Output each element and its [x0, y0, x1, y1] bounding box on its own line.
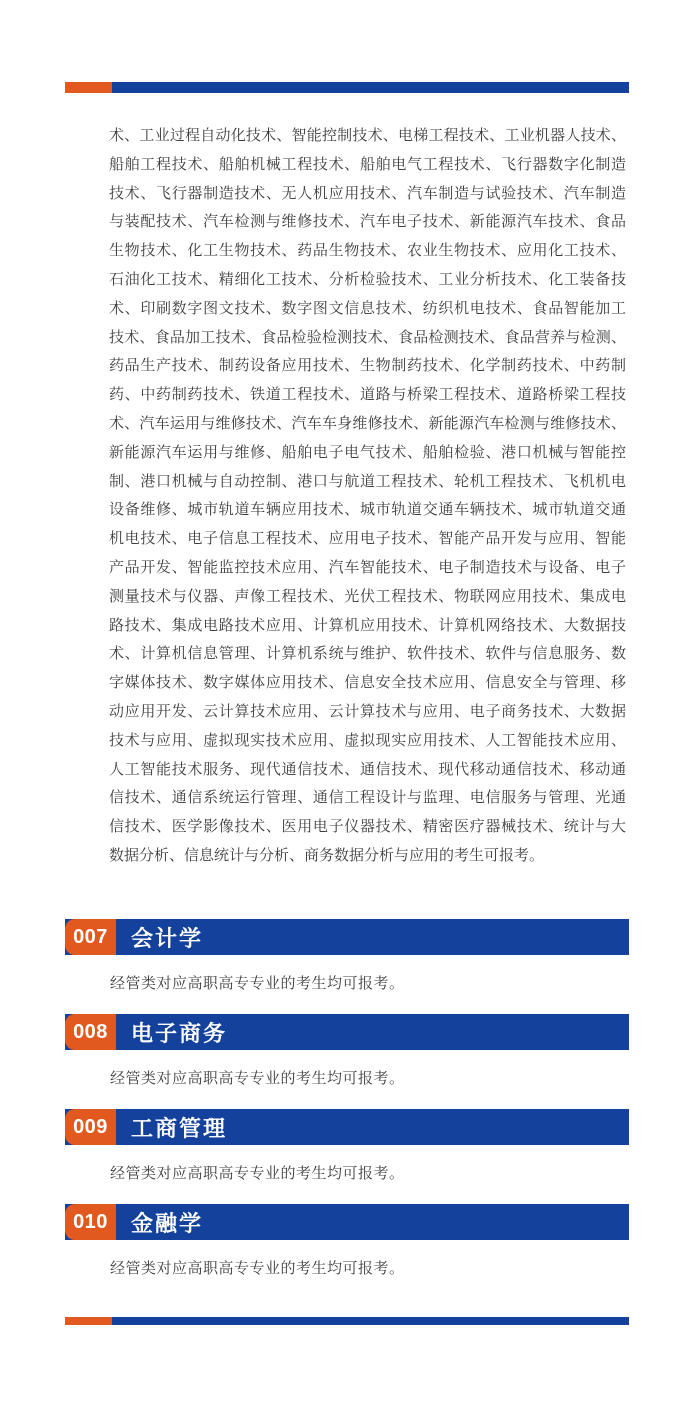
section-title: 金融学 — [131, 1210, 204, 1236]
section-code-badge: 010 — [65, 1204, 116, 1240]
bottom-divider-bar — [65, 1317, 629, 1325]
paragraph-line: 设备维修、城市轨道车辆应用技术、城市轨道交通车辆技术、城市轨道交通 — [109, 501, 626, 519]
section-code-badge: 008 — [65, 1014, 116, 1050]
paragraph-line: 药、中药制药技术、铁道工程技术、道路与桥梁工程技术、道路桥梁工程技 — [109, 386, 626, 404]
paragraph-line: 石油化工技术、精细化工技术、分析检验技术、工业分析技术、化工装备技 — [109, 270, 626, 288]
paragraph-line: 生物技术、化工生物技术、药品生物技术、农业生物技术、应用化工技术、 — [109, 242, 626, 260]
paragraph-line: 技术、飞行器制造技术、无人机应用技术、汽车制造与试验技术、汽车制造 — [109, 184, 626, 202]
paragraph-line: 路技术、集成电路技术应用、计算机应用技术、计算机网络技术、大数据技 — [109, 616, 626, 634]
section-banner — [65, 1109, 629, 1145]
section-title: 电子商务 — [131, 1020, 228, 1046]
top-divider-orange-segment — [65, 82, 112, 93]
section-code-badge: 007 — [65, 919, 116, 955]
paragraph-line: 信技术、医学影像技术、医用电子仪器技术、精密医疗器械技术、统计与大 — [109, 818, 626, 836]
major-section-007 — [65, 919, 629, 993]
paragraph-line: 产品开发、智能监控技术应用、汽车智能技术、电子制造技术与设备、电子 — [109, 558, 626, 576]
paragraph-line: 术、汽车运用与维修技术、汽车车身维修技术、新能源汽车检测与维修技术、 — [109, 414, 626, 432]
paragraph-line: 技术与应用、虚拟现实技术应用、虚拟现实应用技术、人工智能技术应用、 — [109, 731, 626, 749]
section-code-badge: 009 — [65, 1109, 116, 1145]
paragraph-line: 动应用开发、云计算技术应用、云计算技术与应用、电子商务技术、大数据 — [109, 702, 626, 720]
paragraph-line: 数据分析、信息统计与分析、商务数据分析与应用的考生可报考。 — [109, 846, 545, 864]
paragraph-line: 机电技术、电子信息工程技术、应用电子技术、智能产品开发与应用、智能 — [109, 530, 626, 548]
section-description: 经管类对应高职高专专业的考生均可报考。 — [110, 1165, 405, 1182]
section-title: 会计学 — [131, 925, 204, 951]
section-banner — [65, 1014, 629, 1050]
paragraph-line: 术、计算机信息管理、计算机系统与维护、软件技术、软件与信息服务、数 — [109, 645, 626, 663]
major-section-008 — [65, 1014, 629, 1088]
section-title: 工商管理 — [131, 1115, 228, 1141]
paragraph-line: 船舶工程技术、船舶机械工程技术、船舶电气工程技术、飞行器数字化制造 — [109, 155, 626, 173]
paragraph-line: 术、工业过程自动化技术、智能控制技术、电梯工程技术、工业机器人技术、 — [109, 127, 626, 144]
section-description: 经管类对应高职高专专业的考生均可报考。 — [110, 975, 405, 992]
top-divider-bar — [65, 82, 629, 93]
paragraph-line: 信技术、通信系统运行管理、通信工程设计与监理、电信服务与管理、光通 — [109, 789, 626, 807]
major-section-009 — [65, 1109, 629, 1183]
section-description: 经管类对应高职高专专业的考生均可报考。 — [110, 1070, 405, 1087]
paragraph-line: 药品生产技术、制药设备应用技术、生物制药技术、化学制药技术、中药制 — [109, 357, 626, 375]
major-section-010 — [65, 1204, 629, 1278]
section-banner — [65, 1204, 629, 1240]
bottom-divider-orange-segment — [65, 1317, 112, 1325]
paragraph-line: 制、港口机械与自动控制、港口与航道工程技术、轮机工程技术、飞机机电 — [109, 472, 626, 490]
eligible-majors-paragraph — [109, 122, 626, 871]
top-divider-blue-segment — [112, 82, 629, 93]
paragraph-line: 测量技术与仪器、声像工程技术、光伏工程技术、物联网应用技术、集成电 — [109, 587, 626, 605]
paragraph-line: 人工智能技术服务、现代通信技术、通信技术、现代移动通信技术、移动通 — [109, 760, 626, 778]
bottom-divider-blue-segment — [112, 1317, 629, 1325]
paragraph-line: 字媒体技术、数字媒体应用技术、信息安全技术应用、信息安全与管理、移 — [109, 674, 626, 692]
paragraph-line: 新能源汽车运用与维修、船舶电子电气技术、船舶检验、港口机械与智能控 — [109, 443, 626, 461]
section-banner — [65, 919, 629, 955]
paragraph-line: 技术、食品加工技术、食品检验检测技术、食品检测技术、食品营养与检测、 — [109, 328, 626, 346]
paragraph-line: 与装配技术、汽车检测与维修技术、汽车电子技术、新能源汽车技术、食品 — [109, 213, 626, 231]
paragraph-line: 术、印刷数字图文技术、数字图文信息技术、纺织机电技术、食品智能加工 — [109, 299, 626, 317]
section-description: 经管类对应高职高专专业的考生均可报考。 — [110, 1260, 405, 1277]
